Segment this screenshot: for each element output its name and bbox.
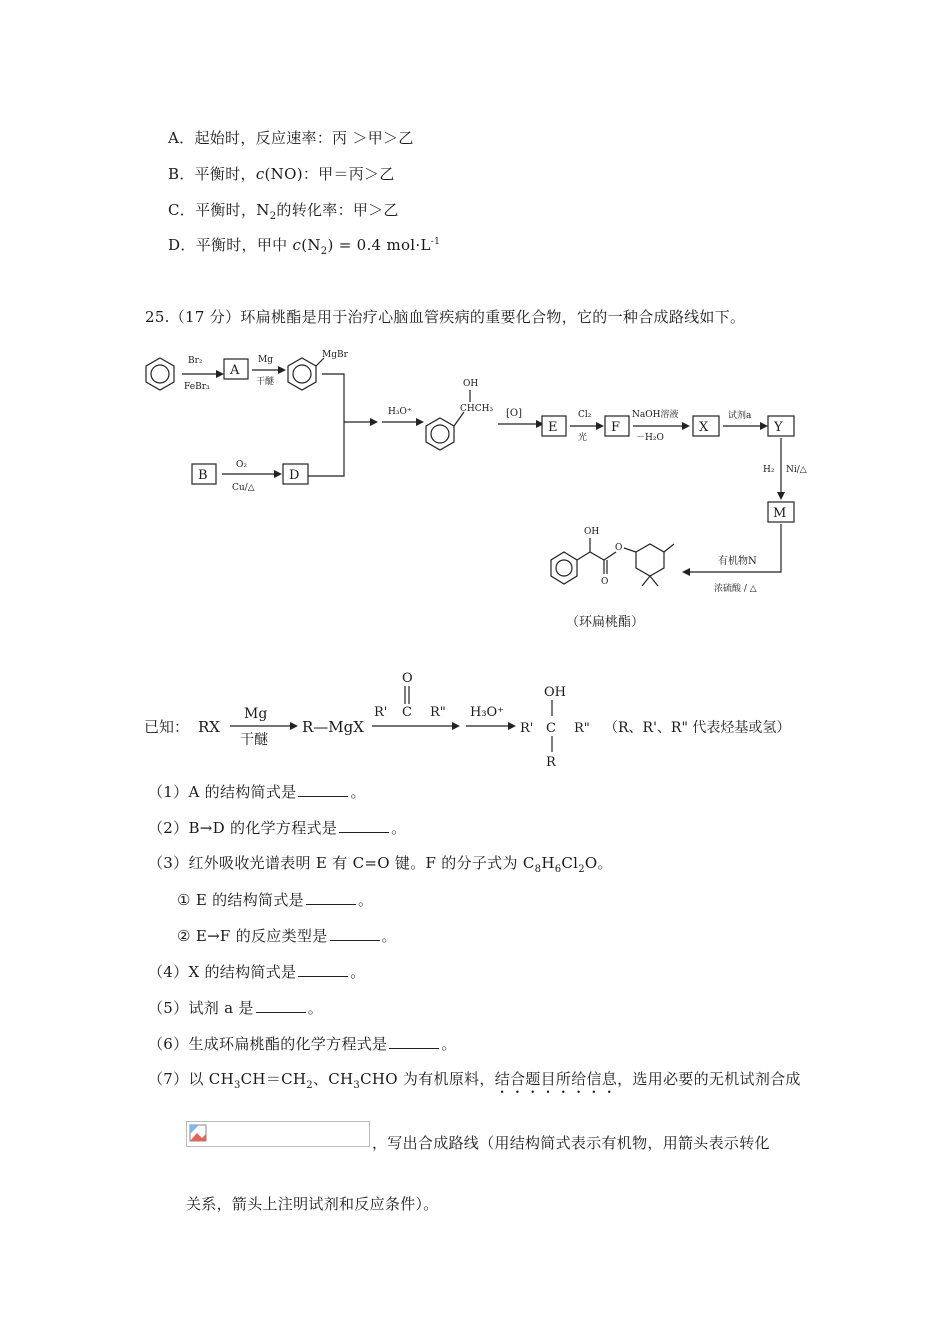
known-rx: RX [198, 718, 220, 736]
option-b: B．平衡时，c(NO)：甲＝丙＞乙 [168, 165, 395, 183]
known-note: （R、R'、R" 代表烃基或氢） [604, 720, 791, 736]
svg-text:O: O [601, 577, 609, 587]
cyclandelate-structure [551, 527, 674, 587]
reagent-cl2: Cl₂ [578, 410, 592, 420]
broken-image-icon [189, 1124, 207, 1142]
reagent-naoh: NaOH溶液 [632, 410, 679, 420]
svg-text:R: R [546, 755, 556, 770]
reagent-h2so4: 浓硫酸 / △ [714, 584, 757, 594]
question-3-a: ① E 的结构简式是 。 [177, 891, 374, 909]
reagent-ni: Ni/△ [786, 465, 807, 475]
svg-text:Y: Y [774, 420, 783, 435]
svg-text:B: B [198, 468, 208, 483]
svg-text:OH: OH [544, 685, 566, 700]
reagent-o2: O₂ [236, 460, 247, 470]
svg-text:CHCH₃: CHCH₃ [460, 404, 494, 414]
broken-image-placeholder [186, 1121, 370, 1147]
reagent-h3o: H₃O⁺ [388, 407, 412, 417]
question-2: （2）B→D 的化学方程式是 。 [148, 819, 407, 837]
svg-text:OH: OH [584, 527, 600, 537]
svg-text:O: O [615, 543, 623, 553]
svg-text:F: F [611, 420, 621, 435]
svg-text:R": R" [574, 721, 590, 736]
known-prefix: 已知： [144, 718, 190, 736]
question-25-intro: 25.（17 分）环扁桃酯是用于治疗心脑血管疾病的重要化合物，它的一种合成路线如下。 [145, 308, 746, 326]
option-d: D．平衡时，甲中 $c(N_2) = 0.4$ $mol\cdot L^{-1}$ [168, 236, 441, 257]
answer-blank-3b[interactable] [330, 926, 380, 941]
reagent-febr3: FeBr₃ [184, 382, 210, 392]
reagent-br2: Br₂ [188, 356, 203, 366]
question-5: （5）试剂 a 是 。 [148, 999, 324, 1017]
svg-text:R': R' [374, 705, 388, 720]
svg-text:M: M [773, 506, 787, 521]
known-reaction [140, 664, 830, 774]
answer-blank-3a[interactable] [306, 890, 356, 905]
phenyl-mgbr-structure [288, 350, 349, 390]
question-3-b: ② E→F 的反应类型是 。 [177, 927, 397, 945]
reagent-cu: Cu/△ [232, 483, 255, 493]
question-4: （4）X 的结构简式是 。 [148, 963, 366, 981]
reagent-h2: H₂ [763, 465, 775, 475]
question-7-end: 关系，箭头上注明试剂和反应条件）。 [186, 1195, 439, 1213]
question-7-cont: ，写出合成路线（用结构简式表示有机物，用箭头表示转化 [372, 1134, 770, 1152]
svg-text:O: O [402, 671, 413, 686]
svg-text:OH: OH [463, 379, 479, 389]
svg-text:X: X [699, 420, 709, 435]
product-name: （环扁桃酯） [566, 615, 645, 630]
svg-text:C: C [546, 721, 556, 736]
benzene-structure [146, 358, 174, 390]
answer-blank-4[interactable] [298, 962, 348, 977]
merge-line-top [308, 374, 344, 476]
svg-text:A: A [230, 363, 240, 378]
answer-blank-1[interactable] [298, 782, 348, 797]
question-6: （6）生成环扁桃酯的化学方程式是 。 [148, 1035, 457, 1053]
svg-text:R': R' [520, 721, 534, 736]
reagent-mg: Mg [258, 355, 273, 365]
reagent-light: 光 [578, 433, 588, 443]
answer-blank-2[interactable] [339, 818, 389, 833]
known-rmgx: R—MgX [302, 718, 364, 736]
svg-text:R": R" [430, 705, 446, 720]
question-7: （7）以 $CH_3CH=CH_2$、$CH_3CHO$ 为有机原料，结合题目所给信息，选用必要的无机试剂合成 [148, 1070, 801, 1091]
option-c: C．平衡时，$N_2$的转化率：甲＞乙 [168, 201, 399, 222]
answer-blank-5[interactable] [256, 998, 306, 1013]
answer-blank-6[interactable] [389, 1034, 439, 1049]
known-h3o: H₃O⁺ [470, 705, 505, 720]
option-a: A．起始时，反应速率：丙 ＞甲＞乙 [168, 129, 414, 147]
reagent-ether: 干醚 [256, 377, 275, 387]
svg-text:E: E [548, 420, 558, 435]
question-3: （3）红外吸收光谱表明 E 有 C=O 键。F 的分子式为 $C_8H_6Cl_2O$。 [148, 854, 613, 875]
reagent-minus-h2o: －H₂O [636, 433, 664, 443]
synthesis-scheme [130, 340, 830, 640]
known-ether: 干醚 [240, 732, 268, 748]
svg-text:D: D [289, 468, 300, 483]
reagent-a: 试剂a [728, 411, 752, 421]
known-mg: Mg [244, 706, 268, 722]
alcohol-intermediate-structure [426, 379, 493, 450]
reagent-organic-n: 有机物N [718, 556, 757, 567]
question-1: （1）A 的结构简式是 。 [148, 783, 366, 801]
reagent-ox: [O] [506, 408, 523, 419]
svg-text:C: C [402, 705, 412, 720]
svg-text:MgBr: MgBr [322, 350, 348, 360]
